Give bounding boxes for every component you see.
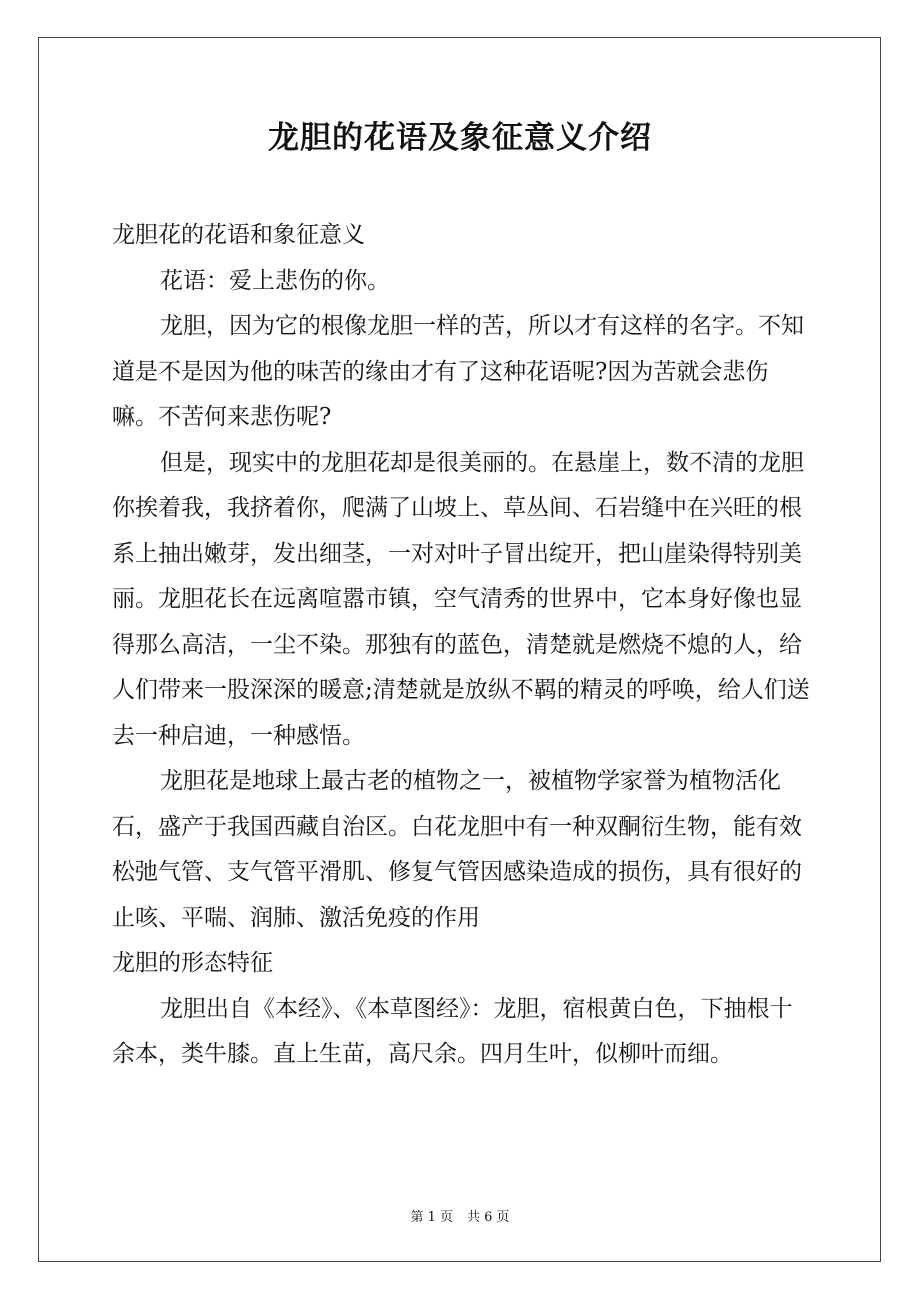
section-heading-meaning: 龙胆花的花语和象征意义 [112, 222, 365, 248]
paragraph-name-origin: 龙胆，因为它的根像龙胆一样的苦，所以才有这样的名字。不知道是不是因为他的味苦的缘由才有了这种花语呢?因为苦就会悲伤嘛。不苦何来悲伤呢? [112, 313, 804, 430]
paragraph-medicinal: 龙胆花是地球上最古老的植物之一，被植物学家誉为植物活化石，盛产于我国西藏自治区。白花龙胆中有一种双酮衍生物，能有效松弛气管、支气管平滑肌、修复气管因感染造成的损伤，具有很好的止咳、平喘、润肺、激活免疫的作用 [112, 768, 802, 931]
page-footer [0, 1206, 920, 1225]
paragraph-beauty: 但是，现实中的龙胆花却是很美丽的。在悬崖上，数不清的龙胆你挨着我，我挤着你，爬满了山坡上、草丛间、石岩缝中在兴旺的根系上抽出嫩芽，发出细茎，一对对叶子冒出绽开，把山崖染得特别美丽。龙胆花长在远离喧嚣市镇，空气清秀的世界中，它本身好像也显得那么高洁，一尘不染。那独有的蓝色，清楚就是燃烧不熄的人，给人们带来一股深深的暖意;清楚就是放纵不羁的精灵的呼唤，给人们送去一种启迪，一种感悟。 [112, 449, 810, 749]
document-body [112, 213, 812, 1078]
paragraph-morphology: 龙胆出自《本经》、《本草图经》：龙胆，宿根黄白色，下抽根十余本，类牛膝。直上生苗，高尺余。四月生叶，似柳叶而细。 [112, 995, 793, 1067]
page-number: 第 1 页 [410, 1210, 453, 1225]
section-heading-morphology: 龙胆的形态特征 [112, 950, 273, 976]
page-total: 共 6 页 [467, 1210, 510, 1225]
paragraph-flower-language: 花语：爱上悲伤的你。 [160, 267, 390, 294]
document-title: 龙胆的花语及象征意义介绍 [268, 120, 652, 156]
